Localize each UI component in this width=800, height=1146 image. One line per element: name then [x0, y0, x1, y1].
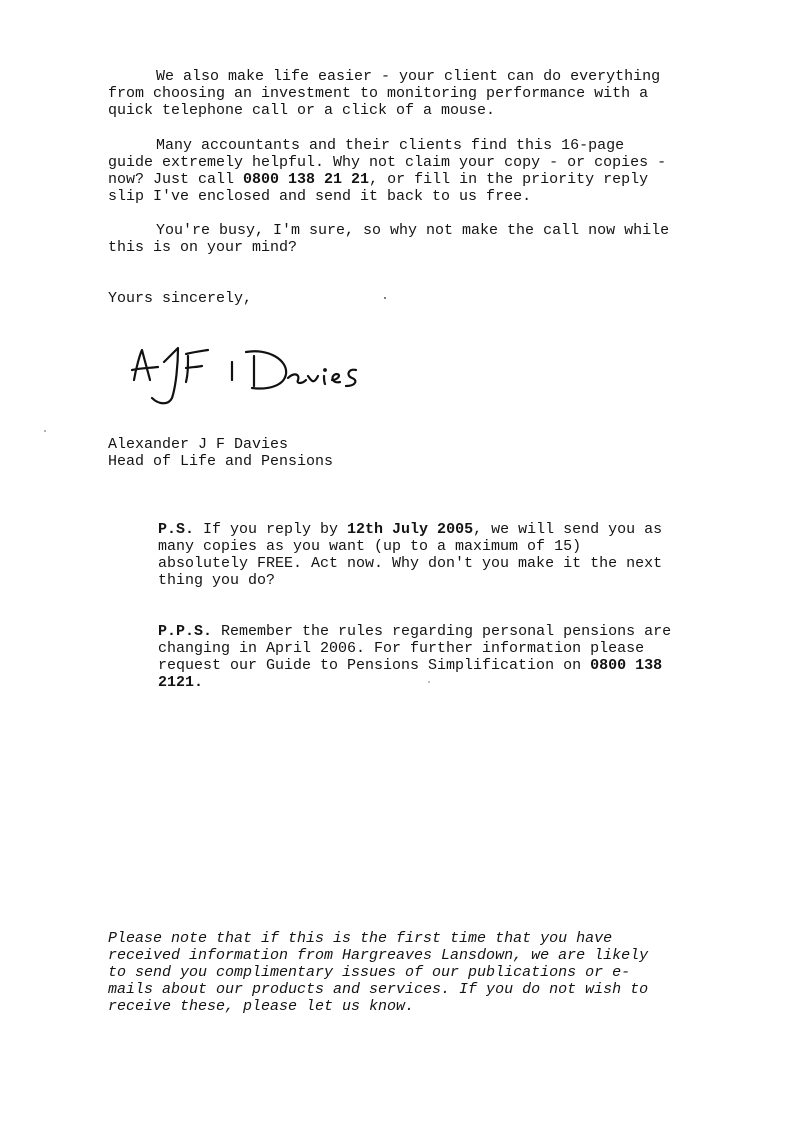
- text-fragment: .: [194, 674, 204, 691]
- text-line: receive these, please let us know.: [108, 998, 415, 1015]
- text-line: thing you do?: [158, 572, 276, 589]
- handwritten-signature: [128, 340, 368, 412]
- text-fragment: If you reply by: [194, 521, 348, 538]
- phone-number: 0800 138: [590, 657, 663, 674]
- phone-number: 0800 138 21 21: [243, 171, 370, 188]
- phone-number: 2121: [158, 674, 195, 691]
- post-postscript: [158, 623, 688, 691]
- text-fragment: , we will send you as: [473, 521, 663, 538]
- text-line: many copies as you want (up to a maximum of 15): [158, 538, 582, 555]
- text-line: quick telephone call or a click of a mouse.: [108, 102, 496, 119]
- paragraph-life-easier: [108, 68, 688, 119]
- signatory-block: [108, 436, 688, 470]
- text-fragment: , or fill in the priority reply: [369, 171, 649, 188]
- text-line: You're busy, I'm sure, so why not make the call now while: [156, 222, 670, 239]
- text-line: [158, 657, 688, 674]
- scan-speck: [44, 430, 46, 432]
- paragraph-call-now: [108, 222, 688, 256]
- closing-text: Yours sincerely,: [108, 290, 253, 307]
- text-line: [158, 521, 688, 538]
- text-line: Please note that if this is the first time that you have: [108, 930, 613, 947]
- text-line: Many accountants and their clients find this 16-page: [156, 137, 625, 154]
- closing: [108, 290, 688, 307]
- paragraph-guide-offer: [108, 137, 688, 205]
- text-fragment: request our Guide to Pensions Simplification on: [158, 657, 591, 674]
- text-line: [108, 171, 688, 188]
- text-line: changing in April 2006. For further information please: [158, 640, 645, 657]
- text-line: received information from Hargreaves Lansdown, we are likely: [108, 947, 649, 964]
- scan-speck: [428, 681, 430, 683]
- postscript: [158, 521, 688, 589]
- deadline-date: 12th July 2005: [347, 521, 474, 538]
- text-line: [158, 674, 688, 691]
- text-line: We also make life easier - your client can do everything: [156, 68, 661, 85]
- text-line: to send you complimentary issues of our publications or e-: [108, 964, 631, 981]
- text-line: guide extremely helpful. Why not claim your copy - or copies -: [108, 154, 667, 171]
- text-line: mails about our products and services. If you do not wish to: [108, 981, 649, 998]
- signatory-title: Head of Life and Pensions: [108, 453, 334, 470]
- text-fragment: Remember the rules regarding personal pensions are: [212, 623, 672, 640]
- text-line: [158, 623, 688, 640]
- text-line: slip I've enclosed and send it back to us free.: [108, 188, 532, 205]
- text-line: absolutely FREE. Act now. Why don't you make it the next: [158, 555, 663, 572]
- signatory-name: Alexander J F Davies: [108, 436, 289, 453]
- privacy-note: [108, 930, 688, 1015]
- scan-speck: [384, 297, 386, 299]
- ps-label: P.S.: [158, 521, 195, 538]
- pps-label: P.P.S.: [158, 623, 213, 640]
- text-line: this is on your mind?: [108, 239, 298, 256]
- text-fragment: now? Just call: [108, 171, 244, 188]
- text-line: from choosing an investment to monitoring performance with a: [108, 85, 649, 102]
